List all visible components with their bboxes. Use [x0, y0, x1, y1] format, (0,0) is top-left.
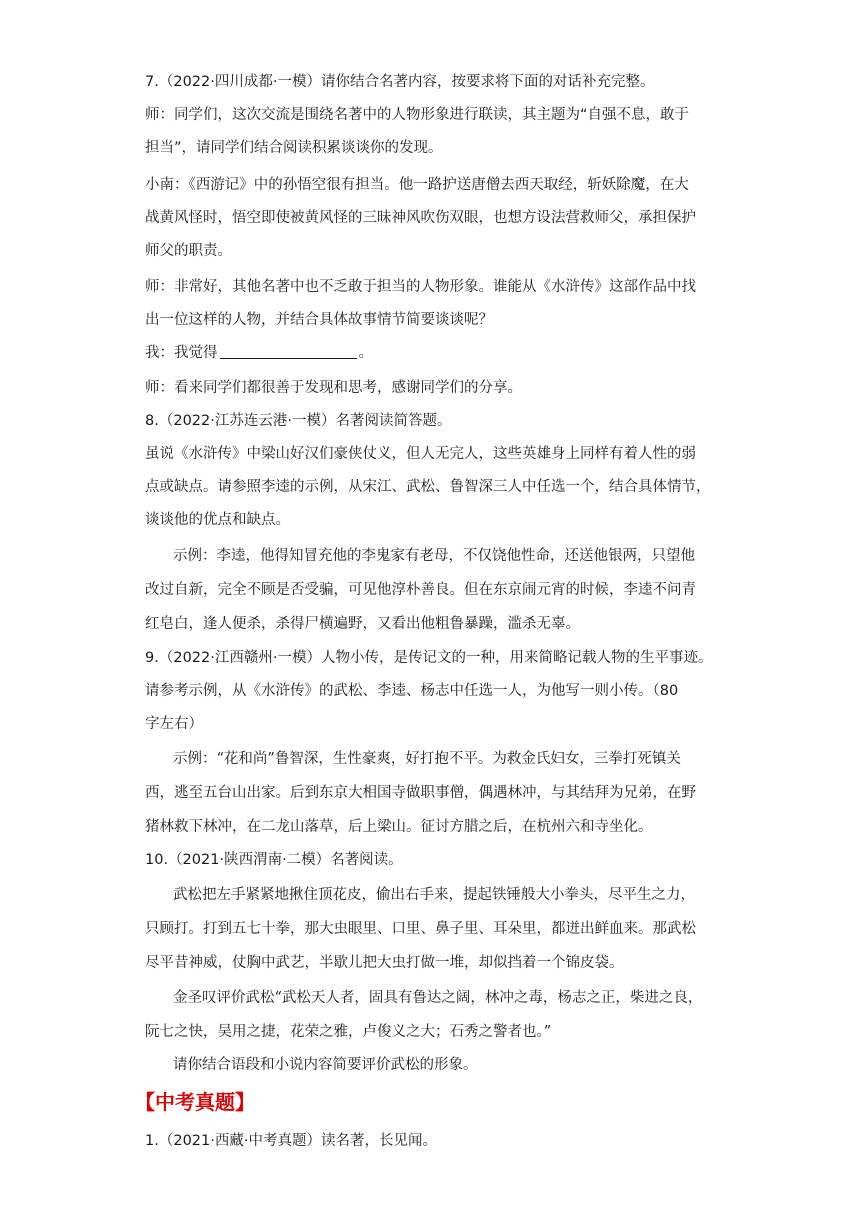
q8-example-line: 改过自新，完全不顾是否受骗，可见他淳朴善良。但在东京闹元宵的时候，李逵不问青 — [145, 582, 696, 598]
q7-line: 小南：《西游记》中的孙悟空很有担当。他一路护送唐僧去西天取经，斩妖除魔，在大 — [145, 177, 689, 193]
q7-answer-prefix: 我：我觉得 — [145, 345, 218, 361]
q10-question-line: 请你结合语段和小说内容简要评价武松的形象。 — [173, 1057, 478, 1073]
q9-line: 请参考示例，从《水浒传》的武松、李逵、杨志中任选一人，为他写一则小传。（80 — [145, 683, 679, 699]
q10-passage-line: 只顾打。打到五七十拳，那大虫眼里、口里、鼻子里、耳朵里，都迸出鲜血来。那武松 — [145, 921, 696, 937]
answer-blank[interactable] — [220, 344, 357, 359]
q7-answer-suffix: 。 — [358, 345, 373, 361]
q7-line: 担当”，请同学们结合阅读积累谈谈你的发现。 — [145, 140, 443, 156]
q8-example-line: 红皂白，逢人便杀，杀得尸横遍野，又看出他粗鲁暴躁，滥杀无辜。 — [145, 616, 580, 632]
q10-passage-line: 金圣叹评价武松“武松天人者，固具有鲁达之阔，林冲之毒，杨志之正，柴进之良， — [173, 990, 703, 1006]
q9-prompt: 人物小传，是传记文的一种，用来简略记载人物的生平事迹。 — [320, 650, 713, 666]
q10-prompt: 名著阅读。 — [330, 852, 403, 868]
q7-line: 战黄风怪时，悟空即使被黄风怪的三昧神风吹伤双眼，也想方设法营救师父，承担保护 — [145, 210, 696, 226]
q10-passage-line: 武松把左手紧紧地揪住顶花皮，偷出右手来，提起铁锤般大小拳头，尽平生之力， — [173, 887, 695, 903]
q9-example-line: 西，逃至五台山出家。后到东京大相国寺做职事僧，偶遇林冲，与其结拜为兄弟，在野 — [145, 785, 696, 801]
q9-example-line: 猪林救下林冲，在二龙山落草，后上梁山。征讨方腊之后，在杭州六和寺坐化。 — [145, 819, 653, 835]
q9-source: （2022·江西赣州·一模） — [158, 650, 321, 666]
q9-number: 9. — [145, 650, 159, 666]
q8-number: 8. — [145, 413, 159, 429]
q10-passage-line: 尽平昔神威，仗胸中武艺，半歇儿把大虫打做一堆，却似挡着一个锦皮袋。 — [145, 955, 624, 971]
q10-source: （2021·陕西渭南·二模） — [168, 852, 331, 868]
q8-source: （2022·江苏连云港·一模） — [158, 413, 336, 429]
q8-line: 谈谈他的优点和缺点。 — [145, 512, 290, 528]
q7-answer-line — [145, 343, 717, 363]
q8-prompt: 名著阅读简答题。 — [335, 413, 452, 429]
q1-source: （2021·西藏·中考真题） — [158, 1133, 321, 1149]
q7-header — [145, 72, 717, 92]
q8-line: 虽说《水浒传》中梁山好汉们豪侠仗义，但人无完人，这些英雄身上同样有着人性的弱 — [145, 446, 696, 462]
q1-prompt: 读名著，长见闻。 — [320, 1133, 437, 1149]
section-heading: 【中考真题】 — [135, 1090, 255, 1114]
q7-number: 7. — [145, 74, 159, 90]
q8-header — [145, 411, 717, 431]
q10-header — [145, 850, 717, 870]
q7-line: 师：非常好，其他名著中也不乏敢于担当的人物形象。谁能从《水浒传》这部作品中找 — [145, 279, 696, 295]
q9-example-line: 示例：“花和尚”鲁智深，生性豪爽，好打抱不平。为救金氏妇女，三拳打死镇关 — [173, 751, 681, 767]
q10-number: 10. — [145, 852, 169, 868]
q9-header — [145, 648, 717, 668]
q7-prompt: 请你结合名著内容，按要求将下面的对话补充完整。 — [320, 74, 655, 90]
q7-source: （2022·四川成都·一模） — [158, 74, 321, 90]
q7-line: 师父的职责。 — [145, 243, 232, 259]
q8-line: 点或缺点。请参照李逵的示例，从宋江、武松、鲁智深三人中任选一个，结合具体情节， — [145, 479, 711, 495]
q1-number: 1. — [145, 1133, 159, 1149]
q8-example-line: 示例：李逵，他得知冒充他的李鬼家有老母，不仅饶他性命，还送他银两，只望他 — [173, 548, 695, 564]
q7-line: 出一位这样的人物，并结合具体故事情节简要谈谈呢？ — [145, 312, 493, 328]
q7-line: 师：看来同学们都很善于发现和思考，感谢同学们的分享。 — [145, 380, 522, 396]
q10-passage-line: 阮七之快，吴用之捷，花荣之雅，卢俊义之大；石秀之警者也。” — [145, 1024, 552, 1040]
q9-line: 字左右） — [145, 716, 203, 732]
q7-line: 师：同学们，这次交流是围绕名著中的人物形象进行联读，其主题为“自强不息，敢于 — [145, 107, 690, 123]
q1-header — [145, 1131, 717, 1151]
